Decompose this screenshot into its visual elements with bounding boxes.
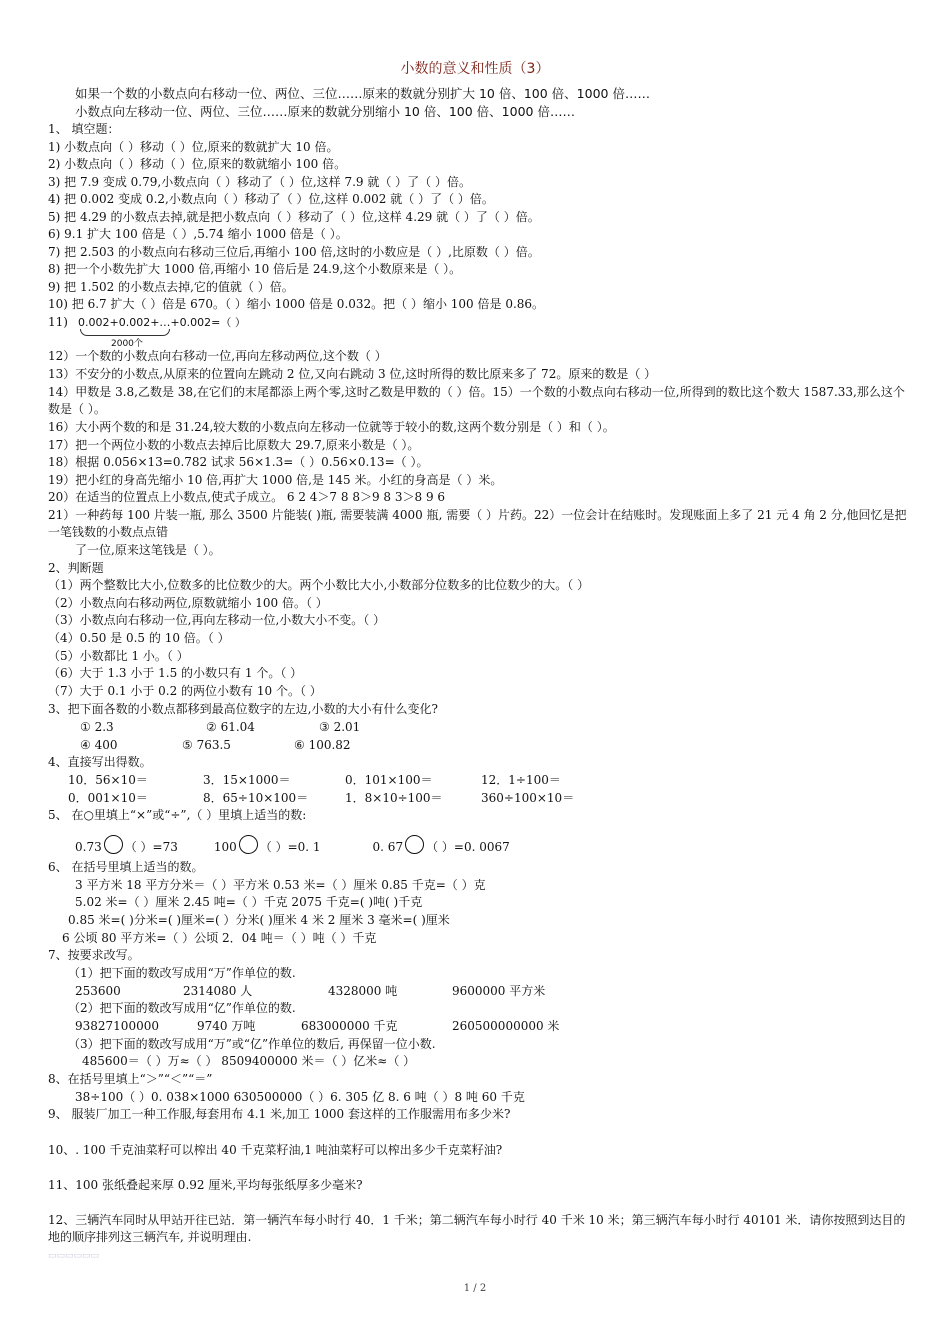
number-item: ⑥ 100.82 (294, 738, 351, 752)
rewrite-item: 260500000000 米 (452, 1019, 560, 1033)
rewrite-item: 4328000 吨 (328, 984, 398, 998)
rewrite-item: 93827100000 (75, 1019, 159, 1033)
calc-item: 360÷100×10＝ (481, 791, 575, 805)
number-item: ① 2.3 (80, 720, 114, 734)
question-2: 2) 小数点向（ ）移动（ ）位,原来的数就缩小 100 倍。 (48, 157, 347, 171)
intro-line-2: 小数点向左移动一位、两位、三位……原来的数就分别缩小 10 倍、100 倍、1000 倍…… (75, 104, 575, 119)
question-12: 12）一个数的小数点向右移动一位,再向左移动两位,这个数（ ） (48, 349, 387, 363)
judge-item: （6）大于 1.3 小于 1.5 的小数只有 1 个。（ ） (48, 666, 303, 680)
problem-9: 9、 服装厂加工一种工作服,每套用布 4.1 米,加工 1000 套这样的工作服需用布多少米? (48, 1107, 511, 1121)
compare-row: 38÷100（ ）0. 038×1000 630500000（ ）6. 305 亿 8. 6 吨（ ）8 吨 60 千克 (75, 1090, 525, 1104)
unit-line-2: 5.02 米=（ ）厘米 2.45 吨=（ ）千克 2075 千克=( )吨( )千克 (75, 895, 423, 909)
rewrite-item: 683000000 千克 (301, 1019, 398, 1033)
calc-item: 12．1÷100＝ (481, 773, 561, 787)
question-18: 18）根据 0.056×13=0.782 试求 56×1.3=（ ）0.56×0.13=（ ）。 (48, 455, 429, 469)
rewrite-sub-2: （2）把下面的数改写成用“亿”作单位的数. (68, 1001, 296, 1015)
question-22-continued: 了一位,原来这笔钱是（ ）。 (75, 543, 221, 557)
problem-11: 11、100 张纸叠起来厚 0.92 厘米,平均每张纸厚多少毫米? (48, 1178, 363, 1192)
rewrite-sub-1: （1）把下面的数改写成用“万”作单位的数. (68, 966, 296, 980)
page-number: 1 / 2 (463, 1283, 487, 1294)
question-20: 20）在适当的位置点上小数点,使式子成立。 6 2 4＞7 8 8＞9 8 3＞8 9 6 (48, 490, 446, 504)
question-7: 7) 把 2.503 的小数点向右移动三位后,再缩小 100 倍,这时的小数应是（ ）,比原数（ ）倍。 (48, 245, 540, 259)
operator-circle (104, 835, 123, 854)
judge-item: （1）两个整数比大小,位数多的比位数少的大。两个小数比大小,小数部分位数多的比位数少的大。（ ） (48, 578, 590, 592)
page-title: 小数的意义和性质（3） (400, 61, 550, 77)
blank-c: （ ）=0. 0067 (426, 840, 510, 854)
question-16: 16）大小两个数的和是 31.24,较大数的小数点向左移动一位就等于较小的数,这两个数分别是（ ）和（ ）。 (48, 420, 615, 434)
question-21-22: 21）一种药每 100 片装一瓶, 那么 3500 片能装( )瓶, 需要装满 4000 瓶, 需要（ ）片药。22）一位会计在结账时。发现账面上多了 21 元 4 角 2 分,他回忆是把一笔钱数的小数点点错 (48, 508, 907, 539)
section-6-heading: 6、 在括号里填上适当的数。 (48, 860, 204, 874)
question-1: 1) 小数点向（ ）移动（ ）位,原来的数就扩大 10 倍。 (48, 140, 339, 154)
judge-item: （3）小数点向右移动一位,再向左移动一位,小数大小不变。（ ） (48, 613, 386, 627)
question-19: 19）把小红的身高先缩小 10 倍,再扩大 1000 倍,是 145 米。小红的身高是（ ）米。 (48, 473, 503, 487)
unit-line-3: 0.85 米=( )分米=( )厘米=( ）分米( )厘米 4 米 2 厘米 3 毫米=( )厘米 (68, 913, 450, 927)
section-2-heading: 2、判断题 (48, 561, 104, 575)
judge-item: （2）小数点向右移动两位,原数就缩小 100 倍。（ ） (48, 596, 328, 610)
question-14-15: 14）甲数是 3.8,乙数是 38,在它们的末尾都添上两个零,这时乙数是甲数的（ ）倍。15）一个数的小数点向右移动一位,所得到的数比这个数大 1587.33,那么这个数是（ ）。 (48, 385, 905, 416)
section-8-heading: 8、在括号里填上“＞”“＜”“＝” (48, 1072, 213, 1086)
calc-item: 10．56×10＝ (68, 773, 148, 787)
operand-c: 0. 67 (372, 840, 404, 854)
question-11-label: 11) (48, 315, 68, 329)
question-13: 13）不安分的小数点,从原来的位置向左跳动 2 位,又向右跳动 3 位,这时所得的数比原来多了 72。原来的数是（ ） (48, 367, 657, 381)
faint-watermark-mark: ▭▭▭▭▭▭ (48, 1251, 100, 1261)
number-item: ④ 400 (80, 738, 118, 752)
operator-row (75, 835, 510, 857)
intro-line-1: 如果一个数的小数点向右移动一位、两位、三位……原来的数就分别扩大 10 倍、100 倍、1000 倍…… (75, 86, 650, 101)
question-4: 4) 把 0.002 变成 0.2,小数点向（ ）移动了（ ）位,这样 0.002 就（ ）了（ ）倍。 (48, 192, 494, 206)
question-8: 8) 把一个小数先扩大 1000 倍,再缩小 10 倍后是 24.9,这个小数原来是（ ）。 (48, 262, 462, 276)
question-9: 9) 把 1.502 的小数点去掉,它的值就（ ）倍。 (48, 280, 294, 294)
section-4-heading: 4、直接写出得数。 (48, 755, 152, 769)
calc-item: 8．65÷10×100＝ (203, 791, 309, 805)
calc-item: 1．8×10÷100＝ (345, 791, 443, 805)
question-3: 3) 把 7.9 变成 0.79,小数点向（ ）移动了（ ）位,这样 7.9 就（ ）了（ ）倍。 (48, 175, 471, 189)
calc-item: 0．101×100＝ (345, 773, 433, 787)
rewrite-item: 253600 (75, 984, 121, 998)
rewrite-sub-3: （3）把下面的数改写成用“万”或“亿”作单位的数后, 再保留一位小数. (68, 1037, 436, 1051)
unit-line-1: 3 平方米 18 平方分米＝（ ）平方米 0.53 米=（ ）厘米 0.85 千克=（ ）克 (75, 878, 486, 892)
rewrite-item: 9600000 平方米 (452, 984, 546, 998)
problem-10: 10、. 100 千克油菜籽可以榨出 40 千克菜籽油,1 吨油菜籽可以榨出多少千克菜籽油? (48, 1143, 503, 1157)
question-5: 5) 把 4.29 的小数点去掉,就是把小数点向（ ）移动了（ ）位,这样 4.29 就（ ）了（ ）倍。 (48, 210, 540, 224)
question-17: 17）把一个两位小数的小数点去掉后比原数大 29.7,原来小数是（ ）。 (48, 438, 420, 452)
operand-b: 100 (213, 840, 237, 854)
rewrite-row-3: 485600＝（ ）万≈（ ） 8509400000 米＝（ ）亿米≈（ ） (82, 1054, 416, 1068)
problem-12: 12、三辆汽车同时从甲站开往已站．第一辆汽车每小时行 40．1 千米；第二辆汽车每小时行 40 千米 10 米；第三辆汽车每小时行 40101 米．请你按照到达目的地的顺序排列这三辆汽车, 并说明理由. (48, 1213, 906, 1244)
question-10: 10) 把 6.7 扩大（ ）倍是 670。（ ）缩小 1000 倍是 0.032。把（ ）缩小 100 倍是 0.86。 (48, 297, 545, 311)
underbrace-count: 2000个 (111, 339, 143, 349)
section-5-heading: 5、 在○里填上“×”或“÷”,（ ）里填上适当的数: (48, 808, 307, 822)
number-item: ⑤ 763.5 (182, 738, 231, 752)
operator-circle (239, 835, 258, 854)
judge-item: （4）0.50 是 0.5 的 10 倍。（ ） (48, 631, 230, 645)
underbrace (80, 329, 170, 336)
operator-circle (405, 835, 424, 854)
calc-item: 3．15×1000＝ (203, 773, 291, 787)
question-11-expression: 0.002+0.002+…+0.002=（ ） (78, 316, 246, 329)
section-1-heading: 1、 填空题： (48, 122, 120, 136)
number-item: ② 61.04 (206, 720, 255, 734)
judge-item: （5）小数都比 1 小。（ ） (48, 649, 189, 663)
blank-b: （ ）=0. 1 (259, 840, 321, 854)
number-item: ③ 2.01 (319, 720, 361, 734)
rewrite-item: 2314080 人 (183, 984, 253, 998)
question-6: 6) 9.1 扩大 100 倍是（ ）,5.74 缩小 1000 倍是（ ）。 (48, 227, 348, 241)
operand-a: 0.73 (75, 840, 102, 854)
rewrite-item: 9740 万吨 (197, 1019, 256, 1033)
section-7-heading: 7、按要求改写。 (48, 948, 140, 962)
blank-a: （ ）=73 (124, 840, 178, 854)
unit-line-4: 6 公顷 80 平方米=（ ）公顷 2．04 吨＝（ ）吨（ ）千克 (62, 931, 377, 945)
calc-item: 0．001×10＝ (68, 791, 148, 805)
judge-item: （7）大于 0.1 小于 0.2 的两位小数有 10 个。（ ） (48, 684, 322, 698)
section-3-heading: 3、把下面各数的小数点都移到最高位数字的左边,小数的大小有什么变化? (48, 702, 438, 716)
